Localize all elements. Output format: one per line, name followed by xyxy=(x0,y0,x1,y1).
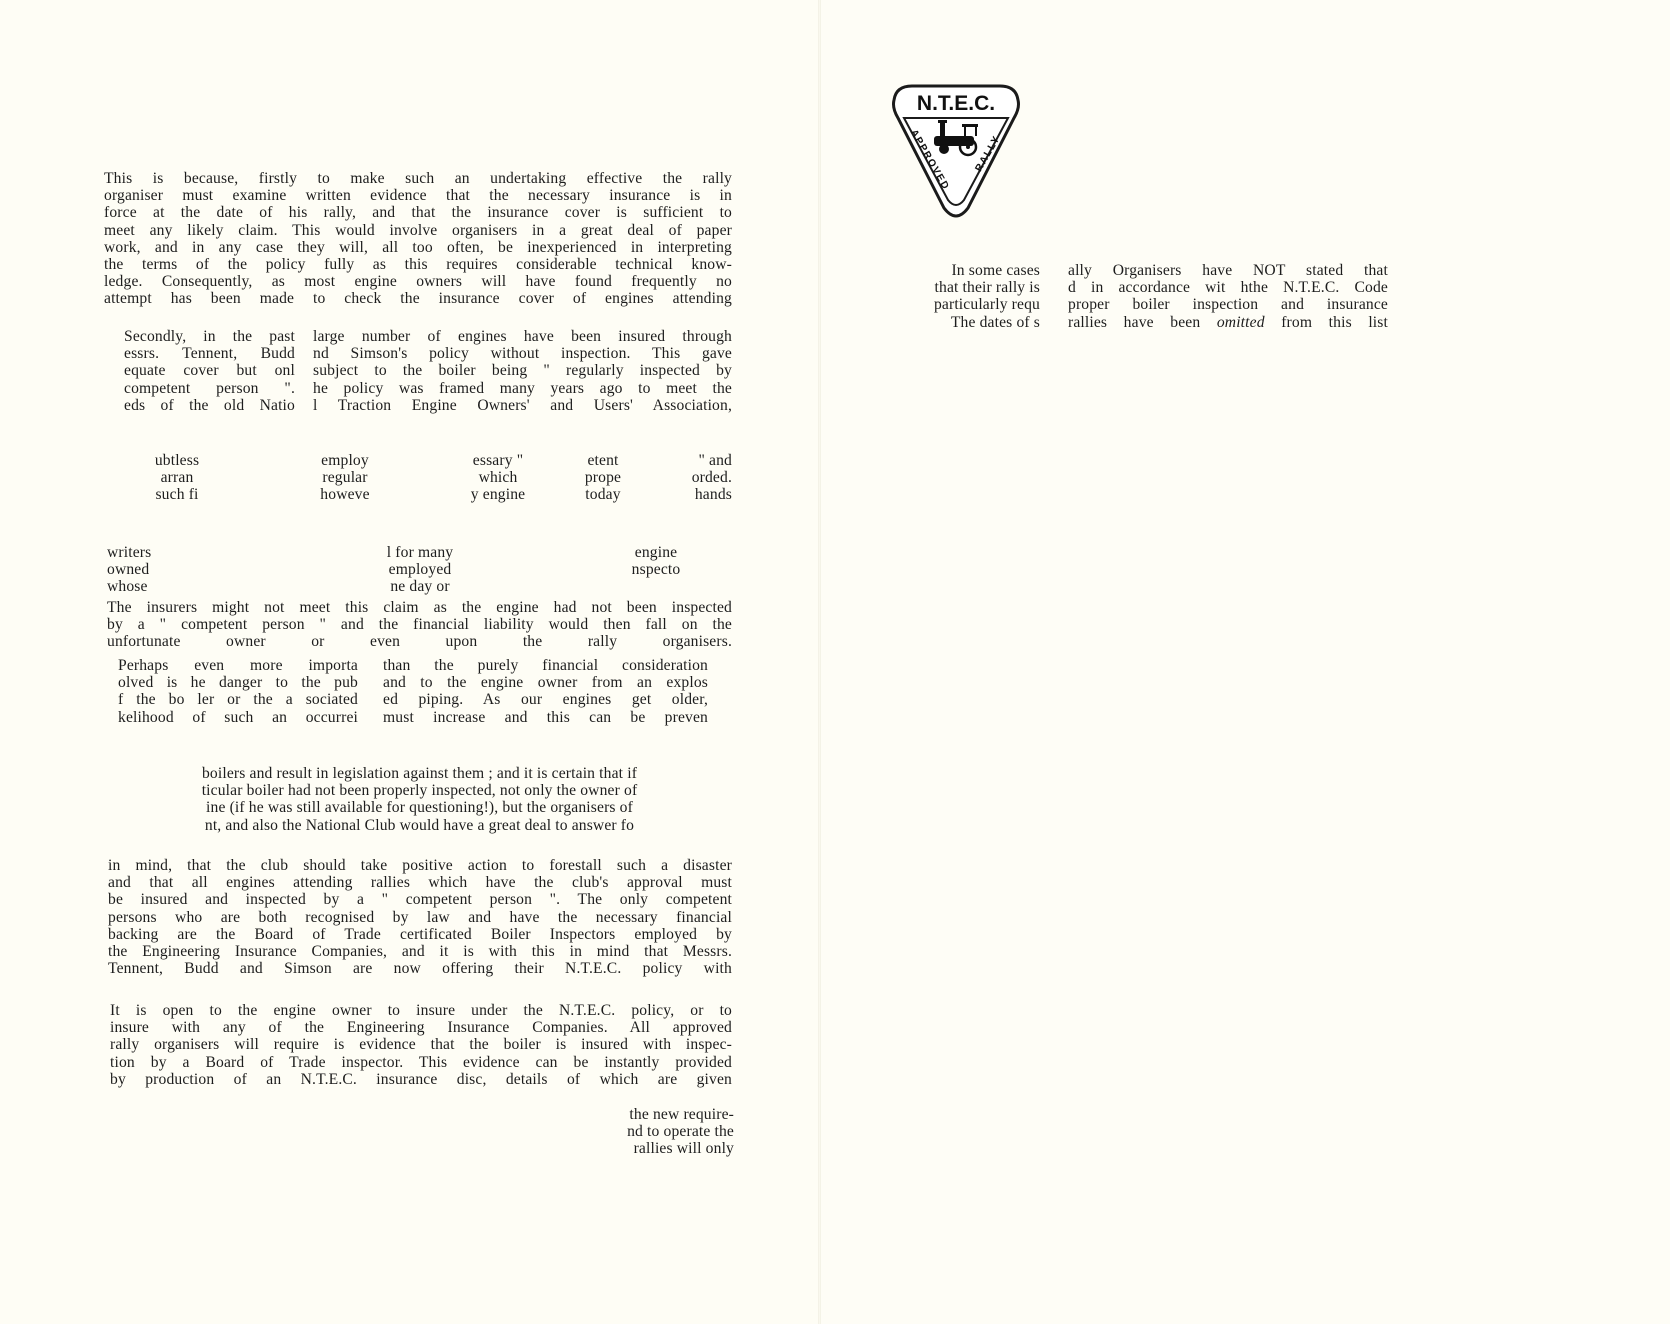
text-line: unfortunate owner or even upon the rally organisers. xyxy=(107,633,732,651)
text-line: essrs. Tennent, Budd xyxy=(124,345,295,363)
paragraph-open-to xyxy=(110,1002,732,1088)
text-line: owned xyxy=(107,561,150,579)
text-line: by a " competent person " and the financial liability would then fall on the xyxy=(107,616,732,634)
text-line: attempt has been made to check the insurance cover of engines attending xyxy=(104,290,732,308)
text-line: nd to operate the xyxy=(627,1123,734,1141)
text-line: writers xyxy=(107,544,152,561)
text-line: employed xyxy=(388,561,452,579)
paragraph-secondly-right xyxy=(313,328,732,414)
logo-title: N.T.E.C. xyxy=(916,92,996,115)
text-line: nd Simson's policy without inspection. This gave xyxy=(313,345,732,363)
text-line: force at the date of his rally, and that the insurance cover is sufficient to xyxy=(104,204,732,222)
text-line: and to the engine owner from an explos xyxy=(383,674,708,692)
text-line: persons who are both recognised by law and have the necessary financial xyxy=(108,908,732,926)
ntec-approved-rally-logo xyxy=(876,84,1036,220)
text-line: olved is he danger to the pub xyxy=(118,674,358,692)
paragraph-secondly-left xyxy=(124,328,295,414)
paragraph-in-mind xyxy=(108,857,732,977)
text-line: etent xyxy=(587,452,619,469)
logo-approved-text: APPROVED xyxy=(907,127,952,193)
omitted-emphasis: omitted xyxy=(1216,313,1265,331)
text-line: rally organisers will require is evidence that the boiler is insured with inspec- xyxy=(110,1036,732,1054)
paragraph-perhaps-right xyxy=(383,657,708,726)
text-line: Secondly, in the past xyxy=(124,328,295,345)
text-line: Perhaps even more importa xyxy=(118,657,358,674)
text-line: which xyxy=(478,469,518,487)
text-line: y engine xyxy=(470,486,526,504)
text-line: subject to the boiler being " regularly inspected by xyxy=(313,362,732,380)
note-right-line-last xyxy=(1068,314,1388,331)
paragraph-new-require xyxy=(560,1106,734,1158)
note-right-text: rallies have been xyxy=(1068,313,1201,331)
text-line: l for many xyxy=(386,544,454,561)
text-line: particularly requ xyxy=(933,296,1040,314)
fragment2-col-3 xyxy=(618,544,694,578)
text-line: ine (if he was still available for questioning!), but the organisers of xyxy=(206,799,633,817)
text-line: competent person ". xyxy=(124,379,295,397)
text-line: howeve xyxy=(320,486,370,504)
text-line: the terms of the policy fully as this requires considerable technical know- xyxy=(104,256,732,274)
text-line: that their rally is xyxy=(934,279,1040,297)
text-line: the new require- xyxy=(629,1106,734,1123)
text-line: Tennent, Budd and Simson are now offering their N.T.E.C. policy with xyxy=(108,960,732,978)
fragment2-col-2 xyxy=(368,544,472,596)
text-line: ne day or xyxy=(390,578,450,596)
text-line: in mind, that the club should take positive action to forestall such a disaster xyxy=(108,857,732,874)
note-left xyxy=(905,262,1040,331)
text-line: and that all engines attending rallies which have the club's approval must xyxy=(108,874,732,892)
text-line: rallies will only xyxy=(633,1140,734,1158)
fragment2-col-1 xyxy=(107,544,187,596)
text-line: f the bo ler or the a sociated xyxy=(118,691,358,709)
text-line: ed piping. As our engines get older, xyxy=(383,691,708,709)
text-line: In some cases xyxy=(951,262,1040,279)
text-line: eds of the old Natio xyxy=(124,396,295,414)
text-line: backing are the Board of Trade certificated Boiler Inspectors employed by xyxy=(108,925,732,943)
fragment-col-1 xyxy=(140,452,214,504)
text-line: large number of engines have been insured through xyxy=(313,328,732,345)
note-right-line: d in accordance wit hthe N.T.E.C. Code xyxy=(1068,279,1388,297)
text-line: ticular boiler had not been properly inspected, not only the owner of xyxy=(201,782,638,800)
text-line: orded. xyxy=(691,469,732,487)
fragment-col-3 xyxy=(458,452,538,504)
paragraph-firstly xyxy=(104,170,732,308)
text-line: engine xyxy=(634,544,678,561)
text-line: arran xyxy=(160,469,194,487)
note-right-line: ally Organisers have NOT stated that xyxy=(1068,262,1388,279)
text-line: This is because, firstly to make such an undertaking effective the rally xyxy=(104,170,732,187)
text-line: organiser must examine written evidence that the necessary insurance is in xyxy=(104,187,732,205)
fragment-col-5 xyxy=(668,452,732,504)
fragment-col-4 xyxy=(574,452,632,504)
text-line: today xyxy=(585,486,621,504)
text-line: equate cover but onl xyxy=(124,362,295,380)
text-line: The insurers might not meet this claim as the engine had not been inspected xyxy=(107,599,732,616)
text-line: essary " xyxy=(472,452,524,469)
fragment-col-2 xyxy=(300,452,390,504)
text-line: ubtless xyxy=(154,452,200,469)
text-line: employ xyxy=(321,452,369,469)
logo-rally-text: RALLY xyxy=(973,133,1003,174)
text-line: prope xyxy=(584,469,622,487)
text-line: It is open to the engine owner to insure under the N.T.E.C. policy, or to xyxy=(110,1002,732,1019)
text-line: regular xyxy=(322,469,368,487)
text-line: boilers and result in legislation against them ; and it is certain that if xyxy=(201,765,638,782)
paragraph-insurers xyxy=(107,599,732,651)
text-line: be insured and inspected by a " competent person ". The only competent xyxy=(108,891,732,909)
text-line: by production of an N.T.E.C. insurance disc, details of which are given xyxy=(110,1070,732,1088)
text-line: meet any likely claim. This would involve organisers in a great deal of paper xyxy=(104,221,732,239)
text-line: insure with any of the Engineering Insurance Companies. All approved xyxy=(110,1019,732,1037)
text-line: whose xyxy=(107,578,148,596)
text-line: such fi xyxy=(155,486,199,504)
text-line: the Engineering Insurance Companies, and it is with this in mind that Messrs. xyxy=(108,943,732,961)
page-fold xyxy=(818,0,821,1324)
note-right xyxy=(1068,262,1388,331)
text-line: nt, and also the National Club would have a great deal to answer fo xyxy=(204,816,635,834)
paragraph-perhaps-left xyxy=(118,657,358,726)
text-line: tion by a Board of Trade inspector. This evidence can be instantly provided xyxy=(110,1053,732,1071)
text-line: must increase and this can be preven xyxy=(383,708,708,726)
text-line: hands xyxy=(694,486,732,504)
text-line: l Traction Engine Owners' and Users' Association, xyxy=(313,396,732,414)
text-line: work, and in any case they will, all too often, be inexperienced in interpreting xyxy=(104,238,732,256)
text-line: The dates of s xyxy=(950,313,1040,331)
paragraph-boilers xyxy=(134,765,705,834)
text-line: kelihood of such an occurrei xyxy=(118,708,358,726)
note-right-tail: from this list xyxy=(1264,313,1388,331)
text-line: he policy was framed many years ago to meet the xyxy=(313,379,732,397)
text-line: than the purely financial consideration xyxy=(383,657,708,674)
note-right-line: proper boiler inspection and insurance xyxy=(1068,296,1388,314)
text-line: " and xyxy=(698,452,732,469)
text-line: ledge. Consequently, as most engine owners will have found frequently no xyxy=(104,273,732,291)
text-line: nspecto xyxy=(631,561,681,579)
